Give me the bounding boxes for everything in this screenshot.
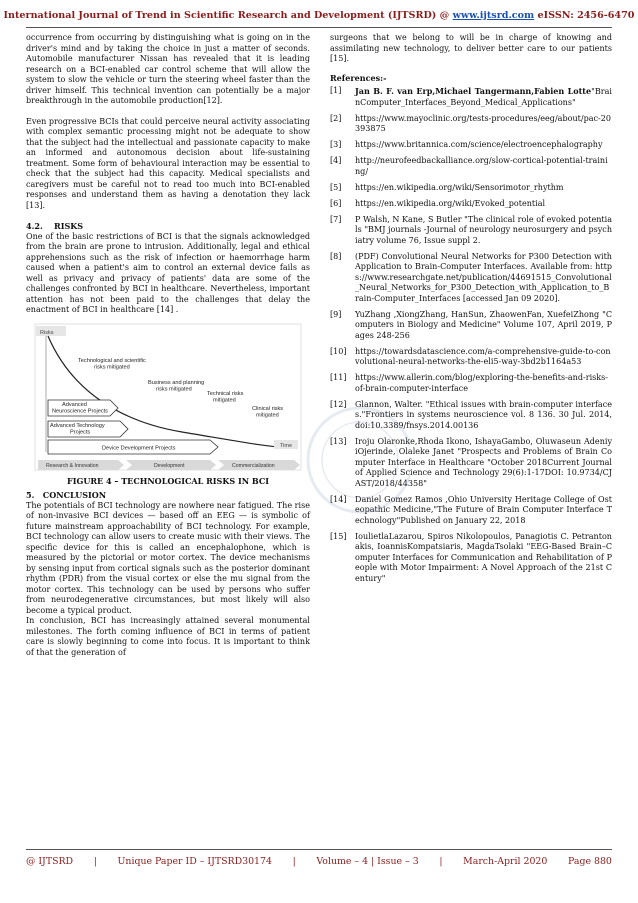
reference-text: IoulietlaLazarou, Spiros Nikolopoulos, Panagiotis C. Petrantonakis, IoannisKompatsiaris, MagdaTsolaki "EEG-Based Brain–Computer Interfaces for Communication and Rehabilitation of People with Motor Impairment: A Novel Approach of the 21st Century"	[355, 531, 612, 583]
label-business: Business and planning risks mitigated	[148, 379, 205, 392]
reference-number: [10]	[330, 346, 347, 356]
reference-title: "BrainComputer_Interfaces_Beyond_Medical_Applications"	[355, 87, 612, 107]
reference-number: [6]	[330, 198, 342, 208]
reference-number: [11]	[330, 373, 347, 382]
reference-text: (PDF) Convolutional Neural Networks for P300 Detection with Application to Brain-Computer Interfaces. Available from: https://www.researchgate.net/publication/44691515_Convolutional_Neural_Networks_for_P300_Detection_with_Application_to_Brain-Computer_Interfaces [accessed Jan 09 2020].	[355, 251, 612, 303]
reference-text: https://towardsdatascience.com/a-comprehensive-guide-to-convolutional-neural-networks-the-eli5-way-3bd2b1164a53	[355, 346, 611, 366]
footer-journal: @ IJTSRD	[26, 856, 74, 867]
label-adv-neuro: Advanced Neuroscience Projects	[52, 401, 108, 414]
reference-item	[330, 310, 612, 342]
reference-text: Iroju Olaronke,Rhoda Ikono, IshayaGambo, Oluwaseun AdeniyiOjerinde, Olaleke Janet "Prospects and Problems of Brain Computer Interface in Healthcare "October 2018Current Journal of Applied Science and Technology 29(6):1-17DOI: 10.9734/CJAST/2018/44358"	[355, 436, 612, 488]
footer-paper-id: Unique Paper ID – IJTSRD30174	[117, 856, 272, 867]
label-clinical: Clinical risks mitigated	[252, 405, 284, 418]
reference-item	[330, 156, 612, 177]
footer-volume: Volume – 4 | Issue – 3	[316, 856, 419, 867]
paragraph-conclusion-1: The potentials of BCI technology are nowhere near fatigued. The rise of non-invasive BCI devices — based off an EEG — is symbolic of future mainstream approachability of BCI technology. For example, BCI technology can allow users to create music with their views. The specific device for this is called an encephalophone, which is measured by the pictorial or motor cortex. The device mechanisms by sensing input from cortical signals such as the posterior dominant rhythm (PDR) from the visual cortex or else the mu signal from the motor cortex. This technology can be used by persons who suffer from neurodegenerative circumstances, but most likely will also become a typical product.	[26, 500, 310, 615]
label-device-dev: Device Development Projects	[102, 445, 176, 451]
reference-item	[330, 400, 612, 432]
reference-item	[330, 437, 612, 490]
reference-text: https://www.mayoclinic.org/tests-procedures/eeg/about/pac-20393875	[355, 113, 611, 133]
figure-caption: FIGURE 4 – TECHNOLOGICAL RISKS IN BCI	[66, 475, 270, 486]
reference-text: YuZhang ,XiongZhang, HanSun, ZhaowenFan, XuefeiZhong "Computers in Biology and Medicine" Volume 107, April 2019, Pages 248-256	[355, 309, 612, 340]
journal-link[interactable]: www.ijtsrd.com	[452, 10, 535, 21]
paragraph-conclusion-2: In conclusion, BCI has increasingly attained several monumental milestones. The forth coming influence of BCI in terms of patient care is slowly beginning to come into focus. It is important to think of that the generation of	[26, 616, 310, 657]
paragraph-nissan: occurrence from occurring by distinguishing what is going on in the driver's mind and by taking the choice in just a matter of seconds. Automobile manufacturer Nissan has revealed that it is leading research on a BCI-enabled car control scheme that will allow the system to slow the vehicle or turn the steering wheel faster than the driver himself. This technical invention can potentially be a major breakthrough in the automobile production[12].	[26, 33, 310, 105]
reference-item	[330, 140, 612, 151]
reference-number: [15]	[330, 531, 347, 541]
reference-item	[330, 199, 612, 210]
time-axis-label: Time	[280, 442, 293, 449]
reference-authors: Jan B. F. van Erp,Michael Tangermann,Fabien Lotte	[355, 86, 592, 96]
phase-research-label: Research & Innovation	[46, 462, 99, 469]
phase-development-label: Development	[154, 462, 185, 469]
references-list	[330, 86, 612, 584]
paragraph-continued: surgeons that we belong to will be in charge of knowing and assimilating new technology, to deliver better care to our patients [15].	[330, 33, 612, 63]
footer-rule	[26, 849, 612, 850]
reference-number: [1]	[330, 86, 342, 95]
reference-number: [7]	[330, 214, 342, 224]
risk-diagram-svg	[32, 322, 304, 474]
reference-item	[330, 532, 612, 585]
reference-number: [13]	[330, 436, 347, 446]
label-technical: Technical risks mitigated	[207, 390, 244, 403]
risks-axis-label: Risks	[40, 329, 54, 336]
section-5-title: 5. CONCLUSION	[26, 490, 107, 500]
footer-sep: |	[93, 856, 97, 867]
reference-text: P Walsh, N Kane, S Butler "The clinical role of evoked potentials "BMJ journals -Journal of neurology neurosurgery and psychiatry volume 76, Issue suppl 2.	[355, 214, 612, 245]
reference-item	[330, 215, 612, 247]
reference-text: https://www.britannica.com/science/electroencephalography	[355, 140, 603, 149]
reference-number: [4]	[330, 156, 342, 165]
reference-number: [8]	[330, 251, 342, 261]
reference-item	[330, 495, 612, 527]
left-column	[26, 33, 310, 658]
footer-sep: |	[292, 856, 296, 867]
references-title: References:-	[330, 72, 387, 83]
figure-4-diagram	[32, 322, 304, 474]
footer-date: March-April 2020	[463, 856, 548, 867]
footer-sep: |	[439, 856, 443, 867]
journal-name: International Journal of Trend in Scientific Research and Development (IJTSRD) @	[3, 10, 453, 21]
running-header	[0, 10, 638, 21]
reference-item	[330, 373, 612, 394]
running-footer	[26, 856, 612, 867]
reference-text: Daniel Gomez Ramos ,Ohio University Heritage College of Osteopathic Medicine,"The Future of Brain Computer Interface Technology"Published on January 22, 2018	[355, 494, 612, 525]
footer-page: Page 880	[568, 856, 612, 867]
reference-text: http://neurofeedbackalliance.org/slow-cortical-potential-training/	[355, 156, 608, 176]
header-rule	[26, 27, 612, 28]
reference-item	[330, 86, 612, 108]
reference-item	[330, 183, 612, 194]
reference-text	[355, 86, 612, 108]
reference-text: https://www.allerin.com/blog/exploring-the-benefits-and-risks-of-brain-computer-interface	[355, 373, 608, 393]
paragraph-risks: One of the basic restrictions of BCI is that the signals acknowledged from the brain are prone to intrusion. Additionally, legal and ethical apprehensions such as the risk of infection or haemorrhage harm caused when a patient's aim to control an external device fails as well as privacy and privacy of patients' data are some of the challenges confronted by BCI in healthcare. Nevertheless, important attention has not been paid to the challenges that delay the enactment of BCI in healthcare [14] .	[26, 231, 310, 314]
reference-item	[330, 347, 612, 368]
label-adv-tech: Advanced Technology Projects	[50, 422, 105, 435]
reference-number: [14]	[330, 494, 347, 504]
section-4-2-title: 4.2. RISKS	[26, 221, 84, 231]
reference-number: [12]	[330, 399, 347, 409]
reference-item	[330, 252, 612, 305]
reference-number: [5]	[330, 182, 342, 192]
paragraph-progressive-bcis: Even progressive BCIs that could perceive neural activity associating with complex semantic processing might not be adequate to show that the subject had the intellectual and passionate capacity to make an informed and autonomous decision about life-sustaining treatment. Some form of behavioural interaction may be essential to check that the subject had this capacity. Medical specialists and caregivers must be careful not to read too much into BCI-enabled responses and understand them as having a denotation they lack [13].	[26, 116, 310, 210]
reference-number: [2]	[330, 113, 342, 123]
phase-commercialization-label: Commercialization	[232, 462, 275, 469]
reference-text: Glannon, Walter. "Ethical issues with brain-computer interfaces."Frontiers in systems neuroscience vol. 8 136. 30 Jul. 2014, doi:10.3389/fnsys.2014.00136	[355, 399, 612, 430]
reference-text: https://en.wikipedia.org/wiki/Sensorimotor_rhythm	[355, 182, 564, 192]
reference-item	[330, 114, 612, 135]
reference-number: [3]	[330, 140, 342, 149]
reference-number: [9]	[330, 309, 342, 319]
label-tech-sci: Technological and scientific risks mitigated	[78, 357, 146, 370]
right-column	[330, 33, 612, 590]
issn: eISSN: 2456-6470	[534, 10, 635, 21]
reference-text: https://en.wikipedia.org/wiki/Evoked_potential	[355, 198, 546, 208]
